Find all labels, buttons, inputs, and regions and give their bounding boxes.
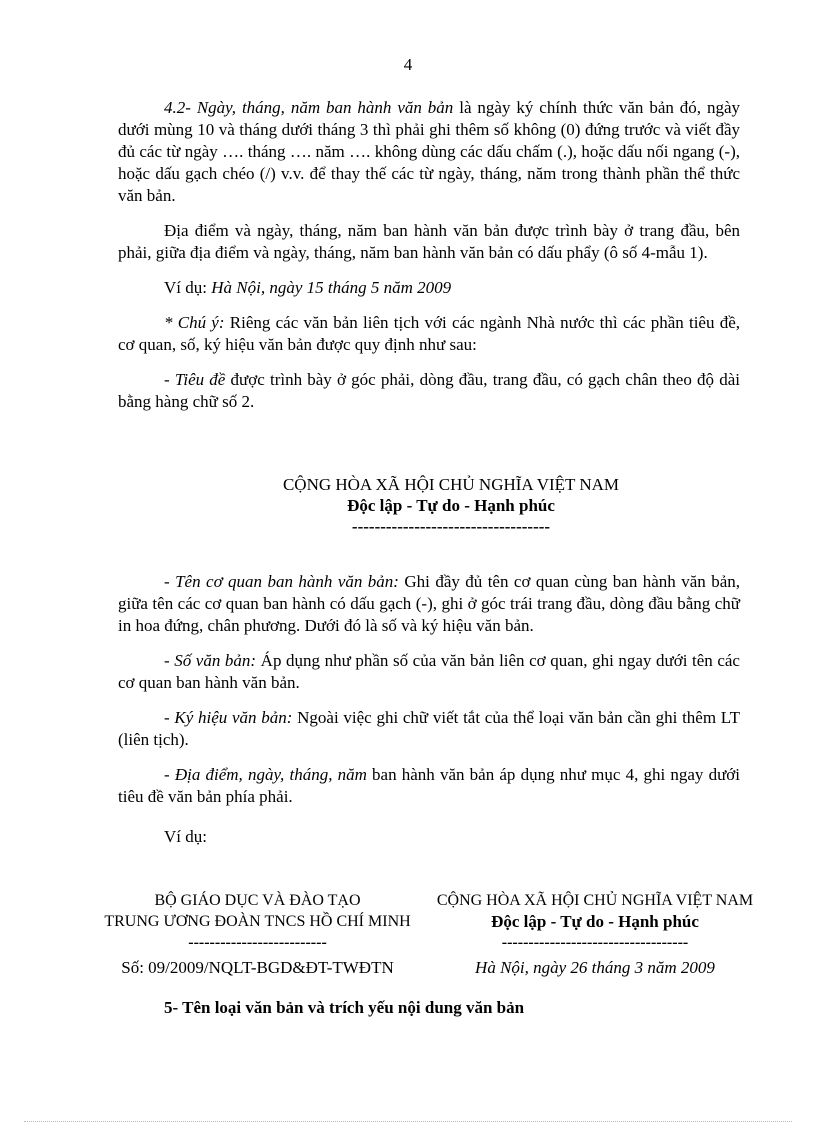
note-paragraph: [118, 312, 740, 356]
example-1-value: Hà Nội, ngày 15 tháng 5 năm 2009: [211, 278, 452, 297]
item-title-text: được trình bày ở góc phải, dòng đầu, trang đầu, có gạch chân theo độ dài bằng hàng chữ số 2.: [118, 370, 740, 411]
item-symbol-label: Ký hiệu văn bản:: [174, 708, 293, 727]
item-agency-label: Tên cơ quan ban hành văn bản:: [175, 572, 399, 591]
national-header-motto: Độc lập - Tự do - Hạnh phúc: [347, 496, 555, 515]
national-header-rule: -----------------------------------: [351, 517, 551, 536]
right-header-date: Hà Nội, ngày 26 tháng 3 năm 2009: [475, 958, 715, 977]
item-title-prefix: -: [164, 370, 175, 389]
section-top: [118, 97, 740, 426]
item-agency-prefix: -: [164, 572, 176, 591]
document-number: Số: 09/2009/NQLT-BGD&ĐT-TWĐTN: [121, 958, 394, 977]
right-header-rule: -----------------------------------: [501, 934, 689, 951]
section-4-2-text: là ngày ký chính thức văn bản đó, ngày dưới mùng 10 và tháng dưới tháng 3 thì phải ghi thêm số không (0) đứng trước và viết đầy đủ các từ ngày …. tháng …. năm …. không dùng các dấu chấm (.), hoặc dấu nối ngang (-), hoặc dấu gạch chéo (/) v.v. để thay thế các từ ngày, tháng, năm trong thành phần thể thức văn bản.: [118, 98, 740, 205]
item-agency-text: Ghi đầy đủ tên cơ quan cùng ban hành văn bản, giữa tên các cơ quan ban hành có dấu gạch (-), ghi ở góc trái trang đầu, dòng đầu bằng chữ in hoa đứng, chân phương. Dưới đó là số và ký hiệu văn bản.: [118, 572, 741, 635]
item-number-text: Áp dụng như phần số của văn bản liên cơ quan, ghi ngay dưới tên các cơ quan ban hành văn bản.: [118, 651, 740, 692]
item-symbol-prefix: -: [164, 708, 175, 727]
example-1: [118, 277, 740, 299]
section-4-2-label: 4.2- Ngày, tháng, năm ban hành văn bản: [164, 98, 454, 117]
note-text: Riêng các văn bản liên tịch với các ngành Nhà nước thì các phần tiêu đề, cơ quan, số, ký hiệu văn bản được quy định như sau:: [118, 313, 741, 354]
national-header-example: [0, 474, 816, 537]
agency-line1: BỘ GIÁO DỤC VÀ ĐÀO TẠO: [154, 892, 361, 909]
item-place-text: ban hành văn bản áp dụng như mục 4, ghi ngay dưới tiêu đề văn bản phía phải.: [118, 765, 740, 806]
agency-rule: --------------------------: [188, 934, 327, 951]
item-number: [118, 650, 740, 694]
paragraph-location: Địa điểm và ngày, tháng, năm ban hành văn bản được trình bày ở trang đầu, bên phải, giữa địa điểm và ngày, tháng, năm ban hành văn bản có dấu phẩy (ô số 4-mẫu 1).: [118, 221, 740, 262]
example-2-label: Ví dụ:: [164, 827, 207, 846]
item-agency: [118, 571, 740, 637]
item-title-label: Tiêu đề: [174, 370, 226, 389]
item-number-prefix: -: [164, 651, 175, 670]
item-place-prefix: -: [164, 765, 175, 784]
agency-line2: TRUNG ƯƠNG ĐOÀN TNCS HỒ CHÍ MINH: [104, 913, 411, 930]
page-bottom-rule: [24, 1121, 792, 1122]
item-place-label: Địa điểm, ngày, tháng, năm: [174, 765, 367, 784]
right-header-line1: CỘNG HÒA XÃ HỘI CHỦ NGHĨA VIỆT NAM: [436, 892, 754, 909]
item-number-label: Số văn bản:: [174, 651, 257, 670]
item-symbol: [118, 707, 740, 751]
paragraph-4-2: [118, 97, 740, 207]
page-number: 4: [403, 55, 413, 74]
item-title: [118, 369, 740, 413]
national-header-block: [425, 890, 765, 978]
section-items: [118, 571, 740, 861]
note-label: * Chú ý:: [164, 313, 225, 332]
example-1-label: Ví dụ:: [164, 278, 212, 297]
item-place: [118, 764, 740, 808]
section-5-heading: 5- Tên loại văn bản và trích yếu nội dung văn bản: [164, 998, 525, 1017]
national-header-line1: CỘNG HÒA XÃ HỘI CHỦ NGHĨA VIỆT NAM: [282, 475, 620, 494]
right-header-motto: Độc lập - Tự do - Hạnh phúc: [491, 912, 699, 931]
right-header-date-wrap: [425, 957, 765, 978]
item-symbol-text: Ngoài việc ghi chữ viết tắt của thể loại văn bản cần ghi thêm LT (liên tịch).: [118, 708, 741, 749]
agency-block: [90, 890, 425, 978]
